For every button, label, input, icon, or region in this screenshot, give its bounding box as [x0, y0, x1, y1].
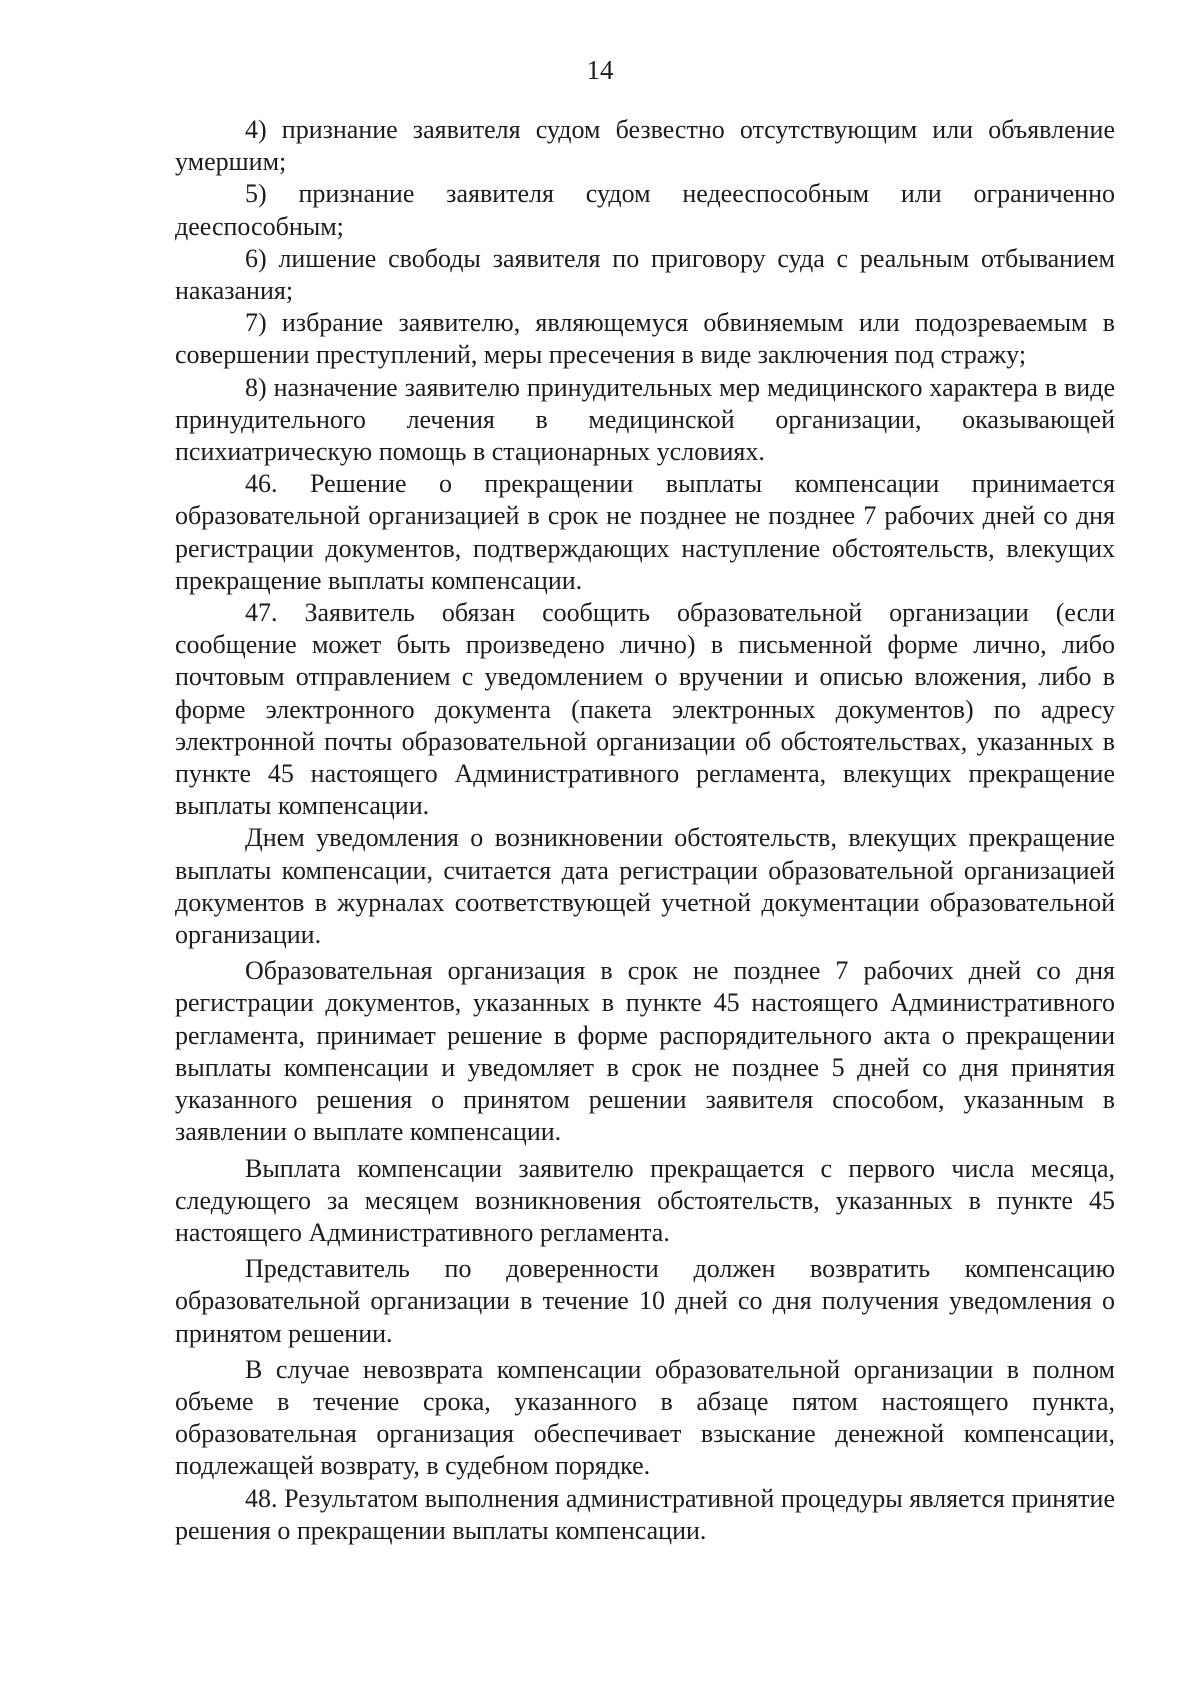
clause-46: 46. Решение о прекращении выплаты компенсации принимается образовательной организацией в срок не позднее не позднее 7 рабочих дней со дня регистрации документов, подтверждающих наступление обстоятельств, влекущих прекращение выплаты компенсации. — [175, 469, 1115, 595]
paragraph-non-return: В случае невозврата компенсации образовательной организации в полном объеме в течение срока, указанного в абзаце пятом настоящего пункта, образовательная организация обеспечивает взыскание денежной компенсации, подлежащей возврату, в судебном порядке. — [175, 1354, 1115, 1481]
document-body — [175, 114, 1115, 1547]
list-item-8: 8) назначение заявителю принудительных мер медицинского характера в виде принудительного лечения в медицинской организации, оказывающей психиатрическую помощь в стационарных условиях. — [175, 372, 1115, 467]
list-item-7: 7) избрание заявителю, являющемуся обвиняемым или подозреваемым в совершении преступлений, меры пресечения в виде заключения под стражу; — [175, 308, 1115, 370]
clause-47: 47. Заявитель обязан сообщить образовательной организации (если сообщение может быть произведено лично) в письменной форме лично, либо почтовым отправлением с уведомлением о вручении и описью вложения, либо в форме электронного документа (пакета электронных документов) по адресу электронной почты образовательной организации об обстоятельствах, указанных в пункте 45 настоящего Административного регламента, влекущих прекращение выплаты компенсации. — [175, 598, 1115, 821]
list-item-5: 5) признание заявителя судом недееспособным или ограниченно дееспособным; — [175, 179, 1115, 241]
page-number: 14 — [586, 55, 614, 85]
paragraph-representative-return: Представитель по доверенности должен возвратить компенсацию образовательной организации в течение 10 дней со дня получения уведомления о принятом решении. — [175, 1254, 1115, 1348]
list-item-6: 6) лишение свободы заявителя по приговору суда с реальным отбыванием наказания; — [175, 243, 1115, 306]
paragraph-payment-termination: Выплата компенсации заявителю прекращается с первого числа месяца, следующего за месяцем возникновения обстоятельств, указанных в пункте 45 настоящего Административного регламента. — [175, 1153, 1115, 1247]
paragraph-decision: Образовательная организация в срок не позднее 7 рабочих дней со дня регистрации документов, указанных в пункте 45 настоящего Административного регламента, принимает решение в форме распорядительного акта о прекращении выплаты компенсации и уведомляет в срок не позднее 5 дней со дня принятия указанного решения о принятом решении заявителя способом, указанным в заявлении о выплате компенсации. — [175, 956, 1115, 1147]
list-item-4: 4) признание заявителя судом безвестно отсутствующим или объявление умершим; — [175, 115, 1115, 177]
paragraph-notification-day: Днем уведомления о возникновении обстоятельств, влекущих прекращение выплаты компенсации, считается дата регистрации образовательной организацией документов в журналах соответствующей учетной документации образовательной организации. — [175, 823, 1115, 950]
clause-48: 48. Результатом выполнения административной процедуры является принятие решения о прекращении выплаты компенсации. — [175, 1483, 1115, 1545]
